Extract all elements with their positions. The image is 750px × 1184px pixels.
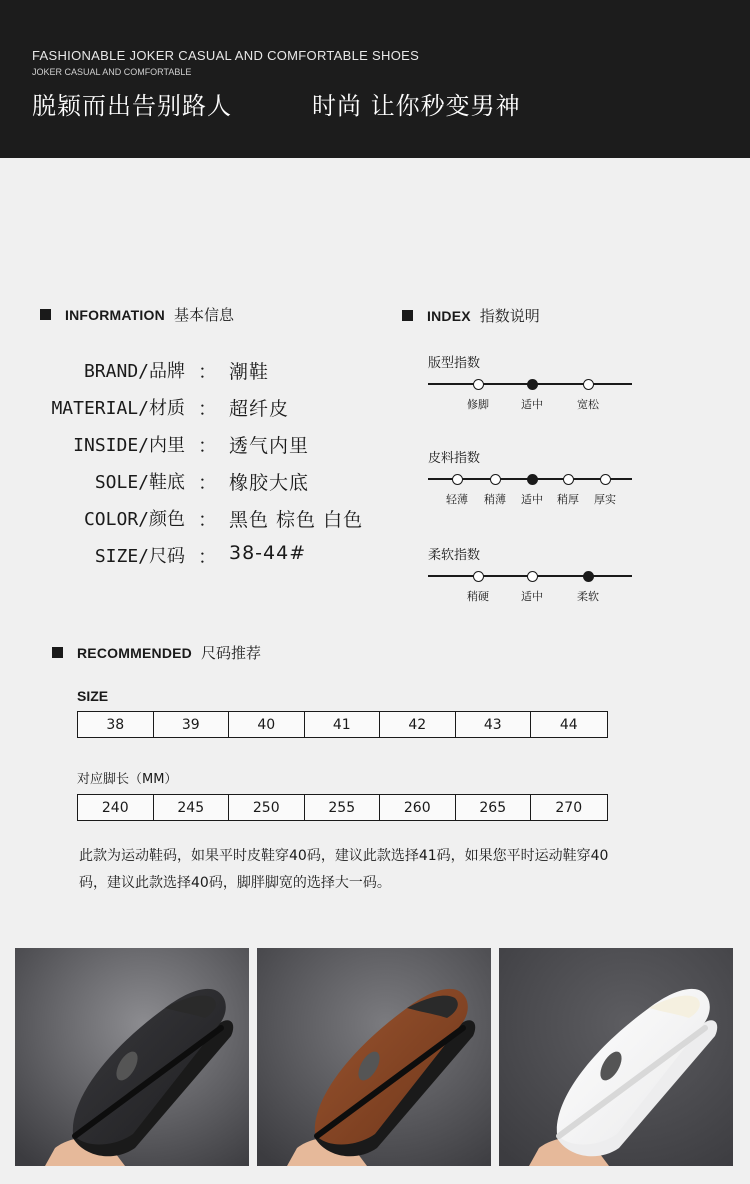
- length-cell: 255: [305, 795, 381, 820]
- size-cell: 44: [559, 716, 578, 733]
- information-heading-en: INFORMATION: [65, 306, 165, 323]
- index-heading-cn: 指数说明: [479, 307, 540, 325]
- info-key: SIZE/尺码: [94, 546, 185, 567]
- length-cell: 260: [380, 795, 456, 820]
- index-heading-en: INDEX: [427, 307, 471, 324]
- info-value: 橡胶大底: [229, 472, 310, 494]
- information-heading-cn: 基本信息: [173, 306, 234, 324]
- index-heading: [402, 305, 540, 326]
- index-tick-label: 柔软: [577, 590, 599, 603]
- index-dot: [473, 379, 484, 390]
- info-row-sole: [0, 468, 400, 494]
- header-slogan-right: 时尚 让你秒变男神: [312, 92, 521, 120]
- size-cell: 39: [154, 712, 230, 737]
- info-key: INSIDE/内里: [73, 435, 185, 456]
- index-dot: [563, 474, 574, 485]
- index-dot-selected: [527, 379, 538, 390]
- size-advice-line: 码，建议此款选择40码，脚胖脚宽的选择大一码。: [79, 875, 391, 891]
- length-table: [77, 794, 608, 821]
- index-dot: [452, 474, 463, 485]
- index-tick-label: 稍厚: [557, 493, 579, 506]
- header-subtitle-en: JOKER CASUAL AND COMFORTABLE: [32, 67, 192, 77]
- index-tick-label: 适中: [521, 493, 543, 506]
- index-tick-label: 厚实: [594, 493, 616, 506]
- index-dot: [490, 474, 501, 485]
- index-tick-label: 适中: [521, 590, 543, 603]
- index-tick-label: 宽松: [577, 398, 599, 411]
- index-dot: [473, 571, 484, 582]
- recommended-heading: [52, 642, 261, 663]
- size-advice-line: 此款为运动鞋码，如果平时皮鞋穿40码，建议此款选择41码，如果您平时运动鞋穿40: [79, 848, 609, 864]
- index-tick-label: 稍硬: [467, 590, 489, 603]
- product-photo-brown-shoe: [257, 948, 491, 1166]
- header-slogan-left: 脱颖而出告别路人: [32, 92, 232, 120]
- info-colon: ：: [198, 435, 218, 457]
- length-cell: 245: [154, 795, 230, 820]
- index-scale-label: 版型指数: [428, 356, 481, 371]
- size-cell: 40: [229, 712, 305, 737]
- length-table-label: 对应脚长（MM）: [77, 772, 178, 787]
- length-cell: 250: [229, 795, 305, 820]
- info-value: 超纤皮: [229, 398, 290, 420]
- info-value: 黑色 棕色 白色: [229, 509, 364, 531]
- info-colon: ：: [198, 472, 218, 494]
- index-scale-label: 皮料指数: [428, 451, 481, 466]
- info-row-inside: [0, 431, 400, 457]
- info-colon: ：: [198, 509, 218, 531]
- size-advice-note: [79, 843, 729, 897]
- index-scale-label: 柔软指数: [428, 548, 481, 563]
- index-tick-label: 轻薄: [446, 493, 468, 506]
- info-key: SOLE/鞋底: [94, 472, 185, 493]
- index-dot-selected: [583, 571, 594, 582]
- info-key: BRAND/品牌: [83, 361, 185, 382]
- size-table: [77, 711, 608, 738]
- info-value: 潮鞋: [229, 361, 270, 383]
- square-bullet-icon: [52, 647, 63, 658]
- info-row-material: [0, 394, 400, 420]
- info-key: COLOR/颜色: [83, 509, 185, 530]
- length-cell: 270: [555, 799, 583, 816]
- header-title-en: FASHIONABLE JOKER CASUAL AND COMFORTABLE SHOES: [32, 48, 420, 63]
- info-value: 透气内里: [229, 435, 310, 457]
- size-cell: 43: [456, 712, 532, 737]
- square-bullet-icon: [402, 310, 413, 321]
- size-table-label: SIZE: [77, 688, 109, 704]
- size-cell: 42: [380, 712, 456, 737]
- length-cell: 265: [456, 795, 532, 820]
- length-cell: 240: [78, 795, 154, 820]
- info-row-brand: [0, 357, 400, 383]
- info-row-color: [0, 505, 400, 531]
- square-bullet-icon: [40, 309, 51, 320]
- size-cell: 41: [305, 712, 381, 737]
- header-banner: [0, 0, 750, 158]
- info-row-size: [0, 542, 400, 568]
- info-colon: ：: [198, 398, 218, 420]
- info-value: 38-44#: [229, 542, 307, 564]
- index-tick-label: 修脚: [467, 398, 489, 411]
- info-colon: ：: [198, 546, 218, 568]
- product-photo-white-shoe: [499, 948, 733, 1166]
- index-dot: [583, 379, 594, 390]
- index-tick-label: 稍薄: [484, 493, 506, 506]
- info-colon: ：: [198, 361, 218, 383]
- index-dot-selected: [527, 474, 538, 485]
- information-heading: [40, 304, 234, 325]
- info-key: MATERIAL/材质: [51, 398, 185, 419]
- index-tick-label: 适中: [521, 398, 543, 411]
- recommended-heading-cn: 尺码推荐: [200, 644, 261, 662]
- product-photo-black-shoe: [15, 948, 249, 1166]
- index-dot: [527, 571, 538, 582]
- index-dot: [600, 474, 611, 485]
- size-cell: 38: [78, 712, 154, 737]
- recommended-heading-en: RECOMMENDED: [77, 644, 192, 661]
